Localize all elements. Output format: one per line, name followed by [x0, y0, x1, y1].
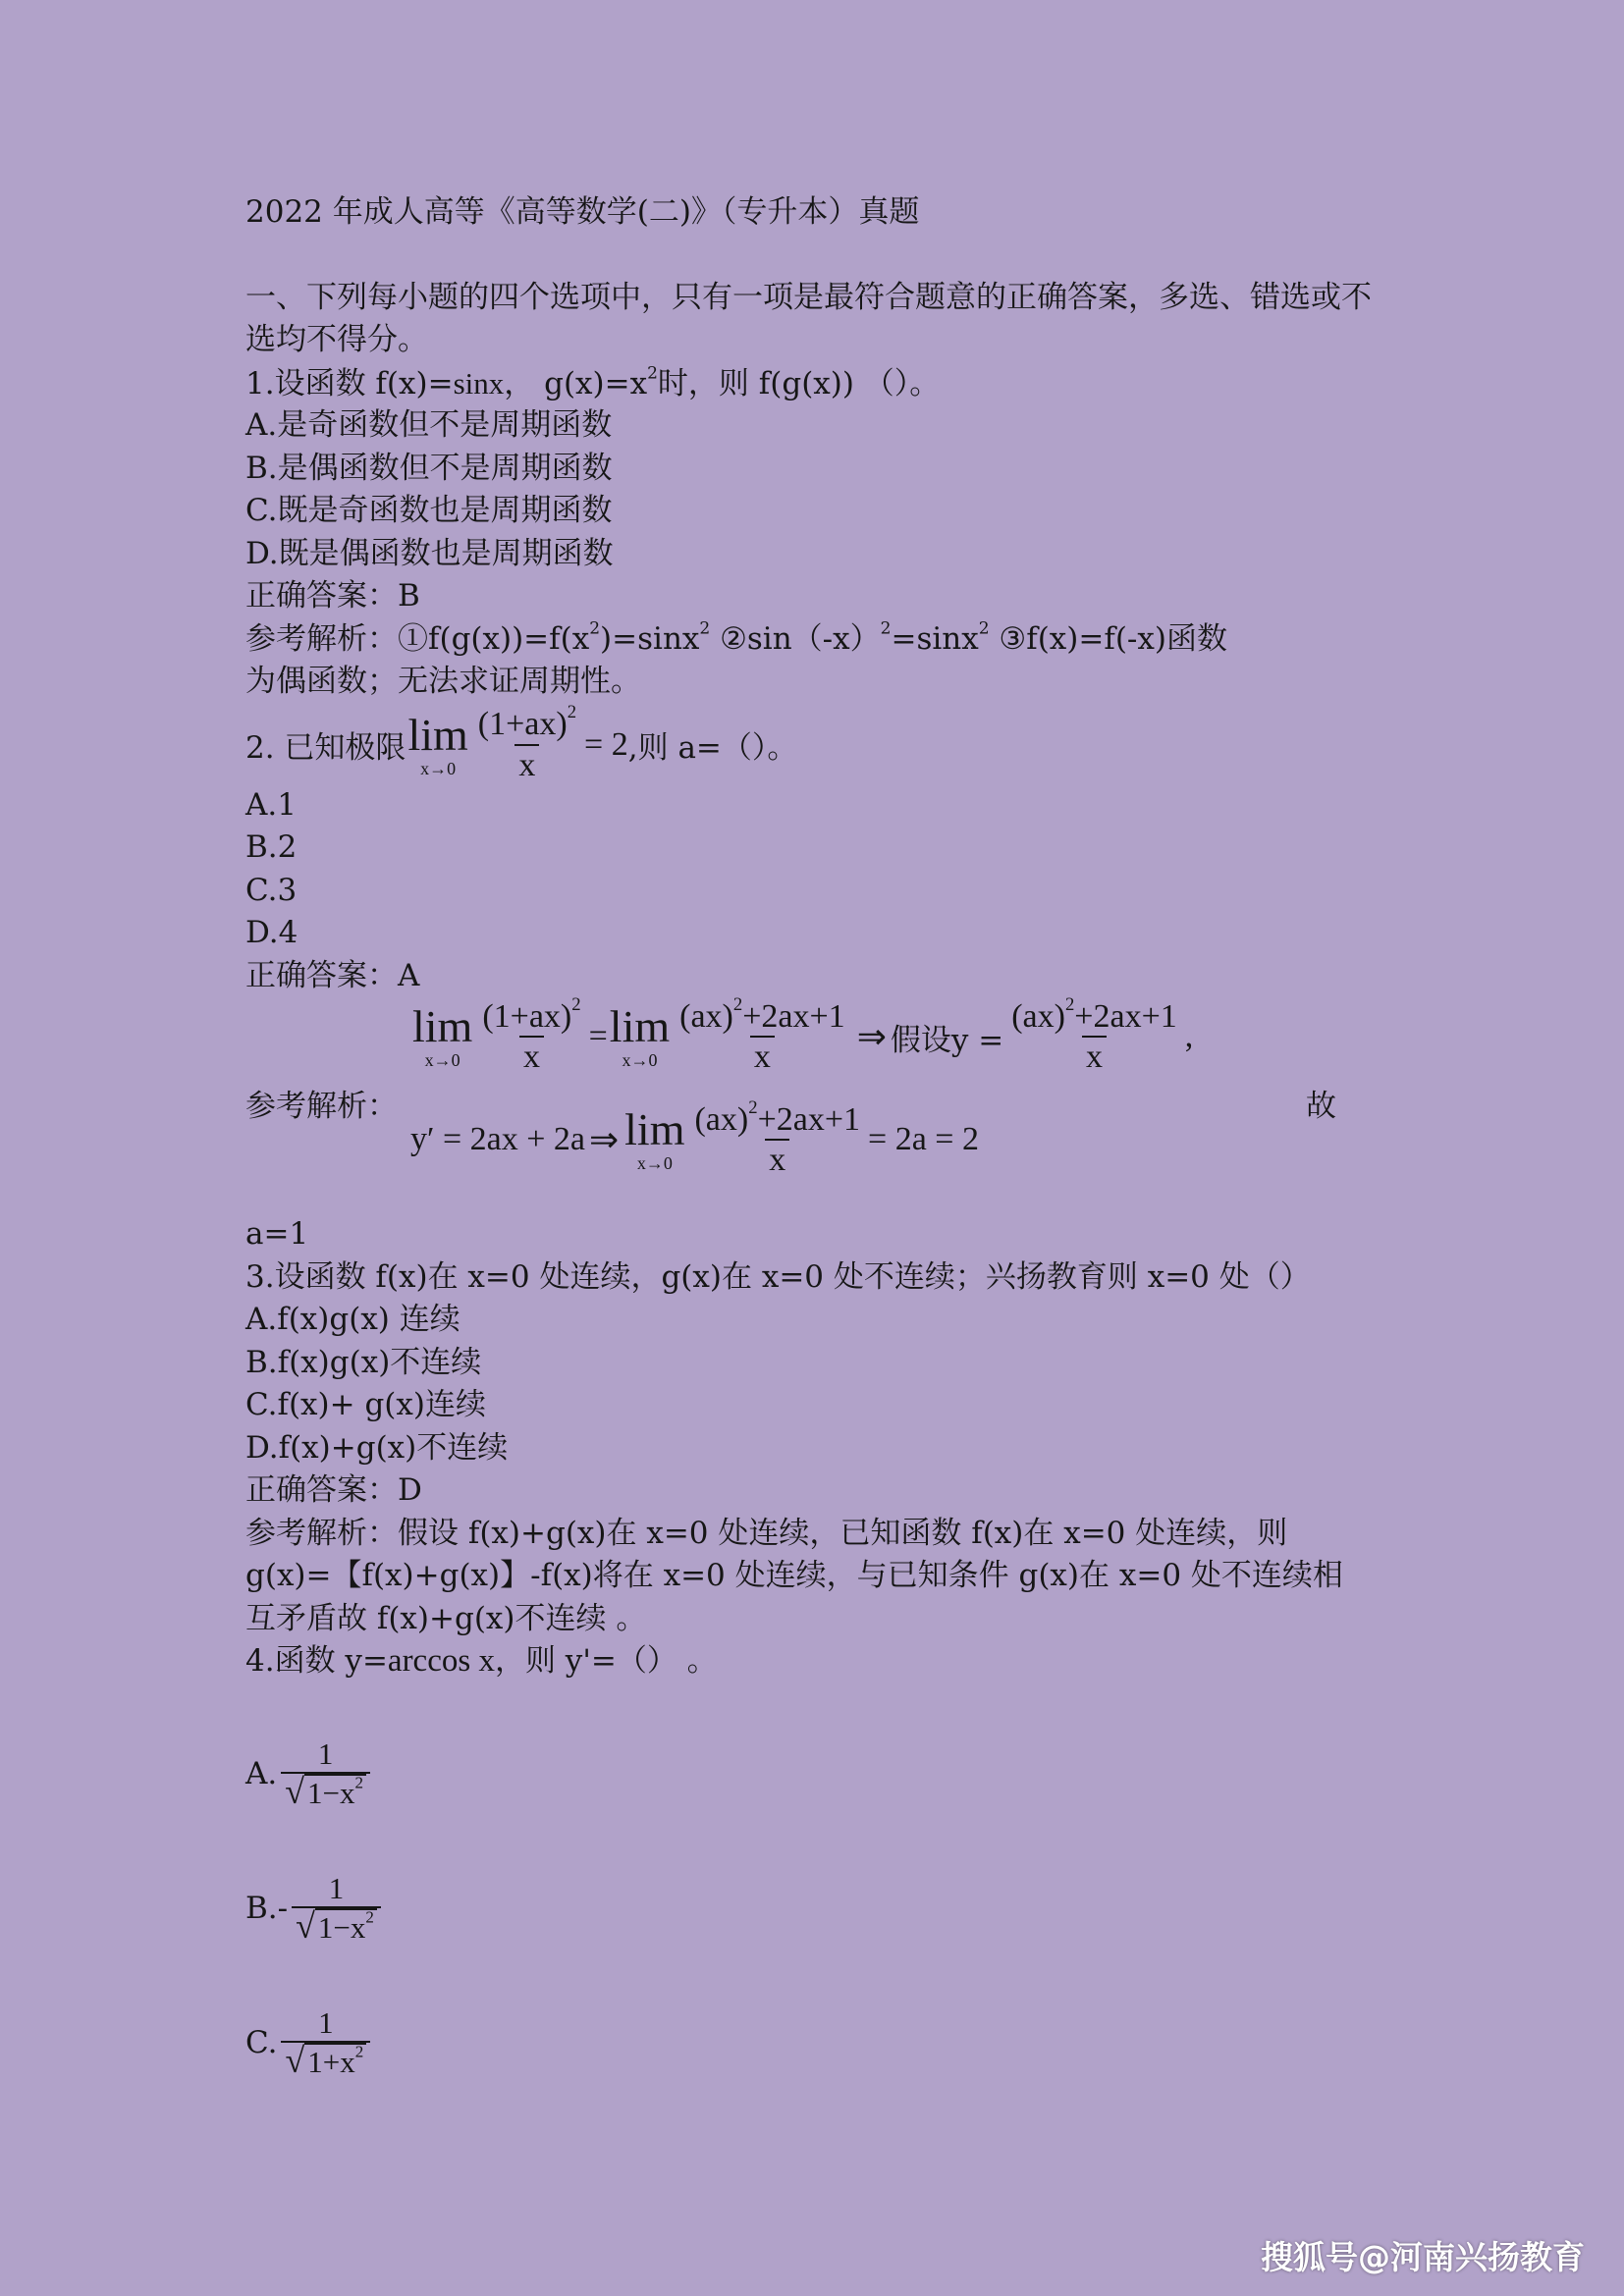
section-instruction: 一、下列每小题的四个选项中，只有一项是最符合题意的正确答案，多选、错选或不选均不得分。 [245, 279, 1372, 357]
q1-answer: 正确答案：B [245, 578, 420, 614]
q2-limit: lim x→0 [407, 709, 468, 778]
q2-option-d: D.4 [245, 915, 298, 950]
document-page [245, 191, 1384, 2092]
q1-option-b: B.是偶函数但不是周期函数 [245, 450, 613, 486]
q1-option-a: A.是奇函数但不是周期函数 [245, 407, 613, 443]
q4-option-b: B.- 1 √ $1-x^2$ [245, 1859, 1384, 1957]
q2-stem: 2. 已知极限 lim x→0 $\frac{(1+ax)^2}{x}$ = 2 ,则 a=（）。 [245, 702, 798, 783]
q1-analysis: 参考解析：$①f(g(x))=f(x^2)=\sin x^2$ $②\sin(-x)^2=\sin x^2$ ③f(x)=f(-x)函数 [245, 618, 1227, 657]
q3-stem: 3.设函数 f(x)在 x=0 处连续，g(x)在 x=0 处不连续；兴扬教育则 x=0 处（） [245, 1258, 1311, 1295]
q2-fraction: $\frac{(1+ax)^2}{x}$ [477, 702, 577, 783]
q3-answer: 正确答案：D [245, 1472, 422, 1508]
q4-option-a: A. 1 √ $1-x^2$ [245, 1725, 1384, 1823]
q2-analysis-row2: y′ = 2ax + 2a ⇒ lim x→0 $\frac{(ax)^2+2ax+1}{x}$ = 2a = 2 [410, 1097, 979, 1179]
q2-option-c: C.3 [245, 872, 298, 908]
q2-analysis-therefore: 故 [1306, 1089, 1336, 1124]
q3-option-b: B.f(x)g(x)不连续 [245, 1344, 482, 1380]
q1-option-c: C.既是奇函数也是周期函数 [245, 493, 613, 528]
q4-option-c: C. 1 √ $1+x^2$ [245, 1994, 1384, 2092]
q2-analysis-label: 参考解析： [245, 1089, 398, 1124]
q1-stem: 1.设函数 f(x)=sinx， $g(x)=x^2$时，则 f(g(x)) （）。 [245, 363, 941, 401]
document-title: 2022 年成人高等《高等数学(二)》（专升本）真题 [245, 194, 920, 230]
q2-analysis-row1: lim x→0 $\frac{(1+ax)^2}{x}$ = lim x→0 $\frac{(ax)^2+2ax+1}{x}$ ⇒ 假设y = $\frac{(ax)^2+2ax+1}{x}$ , [412, 994, 1194, 1076]
q2-option-b: B.2 [245, 829, 298, 865]
q3-option-c: C.f(x)+ g(x)连续 [245, 1387, 486, 1422]
q2-option-a: A.1 [245, 786, 297, 823]
q1-option-d: D.既是偶函数也是周期函数 [245, 535, 614, 571]
q4-stem: 4.函数 y=arccos x，则 y'=（） 。 [245, 1643, 718, 1679]
q3-option-a: A.f(x)g(x) 连续 [245, 1302, 460, 1337]
q1-analysis-cont: 为偶函数；无法求证周期性。 [245, 664, 641, 699]
q3-analysis: 参考解析：假设 f(x)+g(x)在 x=0 处连续，已知函数 f(x)在 x=0 处连续，则 g(x)=【f(x)+g(x)】-f(x)将在 x=0 处连续，与已知条件 g(x)在 x=0 处不连续相互矛盾故 f(x)+g(x)不连续 。 [245, 1515, 1343, 1636]
q2-analysis [245, 994, 1384, 1213]
q2-result: a=1 [245, 1216, 309, 1252]
watermark-text: 搜狐号@河南兴扬教育 [1261, 2238, 1585, 2276]
q2-answer: 正确答案：A [245, 957, 420, 993]
q3-option-d: D.f(x)+g(x)不连续 [245, 1429, 509, 1466]
